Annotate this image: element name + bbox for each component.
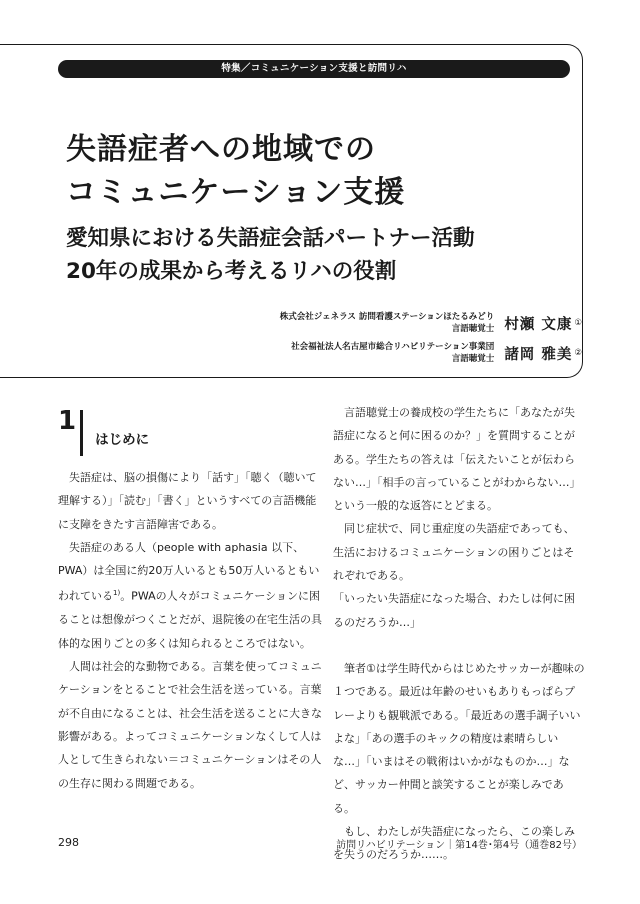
- subtitle-line-1: 愛知県における失語症会話パートナー活動: [66, 226, 475, 251]
- author-2: [291, 341, 582, 365]
- author-2-mark: ②: [574, 348, 582, 358]
- subtitle-line-2: 20年の成果から考えるリハの役割: [66, 259, 397, 284]
- author-2-org: 社会福祉法人名古屋市総合リハビリテーション事業団: [291, 342, 495, 352]
- author-1-affiliation: [280, 311, 495, 335]
- section-number: 1: [58, 406, 77, 436]
- footnote-ref: 1): [113, 589, 121, 598]
- title-line-1: 失語症者への地域での: [66, 132, 376, 167]
- author-1-mark: ①: [574, 318, 582, 328]
- section-title: はじめに: [95, 432, 150, 448]
- author-1: [280, 311, 582, 335]
- right-paragraph-3: 「いったい失語症になった場合、わたしは何に困るのだろうか…」: [333, 592, 575, 629]
- author-2-affiliation: [291, 341, 494, 365]
- journal-footer: 訪問リハビリテーション｜第14巻･第4号（通巻82号）: [336, 840, 582, 851]
- article-title: [66, 128, 566, 214]
- author-2-name: 諸岡 雅美: [504, 346, 573, 363]
- section-bar: [80, 410, 83, 456]
- author-1-role: 言語聴覚士: [451, 324, 495, 334]
- left-column: [58, 466, 326, 795]
- right-paragraph-4: 筆者①は学生時代からはじめたサッカーが趣味の１つである。最近は年齢のせいもありもっぱらプレーよりも観戦派である。「最近あの選手調子いいよな」「あの選手のキックの精度は素晴らしいな…」「いまはその戦術はいかがなものか…」など、サッカー仲間と談笑することが楽しみである。: [333, 661, 585, 815]
- feature-band: [58, 60, 570, 78]
- article-subtitle: [66, 222, 566, 288]
- page-number: 298: [58, 836, 79, 849]
- paragraph-gap: [333, 634, 585, 657]
- left-paragraph-3: 人間は社会的な動物である。言葉を使ってコミュニケーションをとることで社会生活を送っている。言葉が不自由になることは、社会生活を送ることに大きな影響がある。よってコミュニケーションなくして人は人として生きられない＝コミュニケーションはその人の生存に関わる問題である。: [58, 660, 322, 790]
- left-paragraph-2a: 失語症のある人（people with aphasia 以下、PWA）は全国に約20万人いるとも50万人いるともいわれている: [58, 540, 320, 604]
- left-paragraph-1: 失語症は、脳の損傷により「話す」「聴く（聴いて理解する）」「読む」「書く」というすべての言語機能に支障をきたす言語障害である。: [58, 471, 317, 531]
- left-paragraph-2: [58, 536, 326, 655]
- right-paragraph-1: 言語聴覚士の養成校の学生たちに「あなたが失語症になると何に困るのか？」を質問することがある。学生たちの答えは「伝えたいことが伝わらない…」「相手の言っていることがわからない…」という一般的な返答にとどまる。: [333, 406, 581, 513]
- section-heading: [58, 406, 149, 456]
- right-paragraph-5: もし、わたしが失語症になったら、この楽しみを失うのだろうか……。: [333, 825, 575, 862]
- left-paragraph-2b: 。PWAの人々がコミュニケーションに困ることは想像がつくことだが、退院後の在宅生活の具体的な困りごとの多くは知られるところではない。: [58, 590, 322, 650]
- title-line-2: コミュニケーション支援: [66, 175, 406, 210]
- right-paragraph-2: 同じ症状で、同じ重症度の失語症であっても、生活におけるコミュニケーションの困りごとはそれぞれである。: [333, 522, 575, 583]
- author-1-name: 村瀬 文康: [504, 316, 573, 333]
- author-2-role: 言語聴覚士: [451, 354, 495, 364]
- feature-band-label: 特集／コミュニケーション支援と訪問リハ: [221, 63, 407, 74]
- author-1-org: 株式会社ジェネラス 訪問看護ステーションほたるみどり: [279, 312, 495, 322]
- right-column: [333, 401, 585, 867]
